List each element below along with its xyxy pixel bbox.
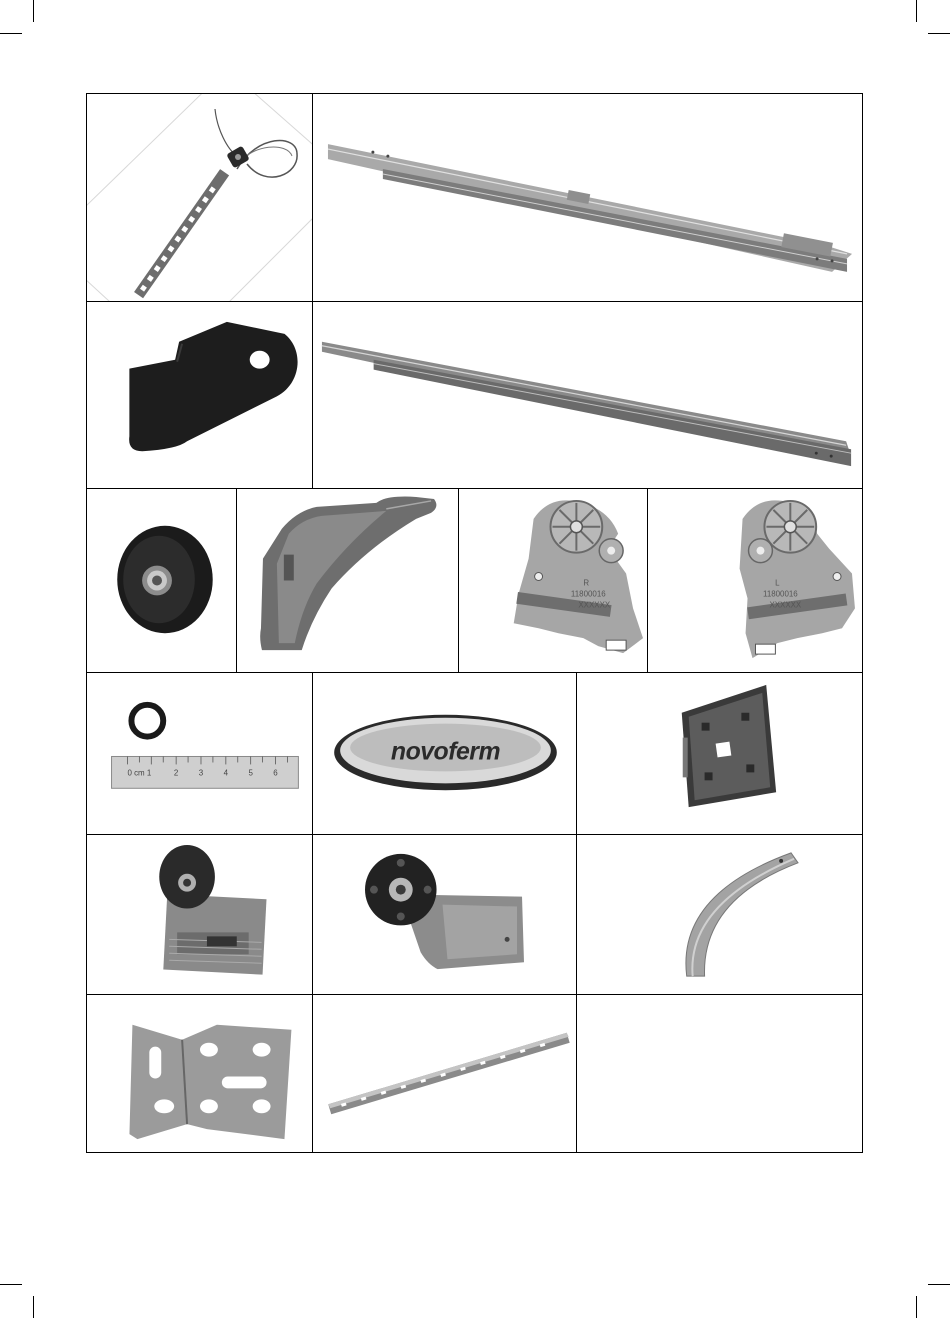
parts-row-3	[87, 488, 862, 672]
part-cell-black-lever	[87, 302, 312, 488]
crop-mark-tl-v	[33, 0, 34, 22]
ruler-tick-label: 6	[273, 768, 278, 778]
crop-mark-br-h	[928, 1284, 950, 1285]
crop-mark-tr-h	[928, 33, 950, 34]
ruler-tick-label: 3	[198, 768, 204, 778]
part-cell-angle-bracket	[87, 995, 312, 1152]
parts-row-5	[87, 834, 862, 994]
part-cell-cable-strap	[87, 94, 312, 301]
ruler-tick-label: 5	[248, 768, 253, 778]
spring-bracket-left-image	[648, 489, 862, 672]
bracket-left-side-label: L	[775, 578, 780, 588]
rail-long-1-image	[313, 94, 862, 301]
cable-strap-image	[87, 94, 312, 301]
ruler-unit-label: 0 cm 1	[127, 768, 152, 778]
parts-row-2	[87, 301, 862, 488]
ruler-tick-label: 4	[223, 768, 229, 778]
novoferm-logo-badge	[313, 673, 576, 834]
part-cell-roller-holder-upright	[87, 835, 312, 994]
part-cell-logo-badge	[312, 673, 576, 834]
hinge-plate-image	[577, 673, 862, 834]
perforated-strip-image	[313, 995, 576, 1152]
part-cell-spring-bracket-right	[458, 489, 647, 672]
part-cell-seal-ring	[87, 673, 312, 834]
bracket-left-serial-label: XXXXXX	[769, 600, 802, 610]
roller-holder-angled-image	[313, 835, 576, 994]
seal-ring-ruler-image	[87, 673, 312, 834]
bracket-right-side-label: R	[583, 578, 590, 588]
part-cell-empty	[576, 995, 862, 1152]
crop-mark-tr-v	[916, 0, 917, 22]
crop-mark-bl-h	[0, 1284, 22, 1285]
parts-row-1	[87, 94, 862, 301]
part-cell-rail-1	[312, 94, 862, 301]
curved-track-image	[577, 835, 862, 994]
rail-long-2-image	[313, 302, 862, 488]
part-cell-roller-wheel	[87, 489, 236, 672]
bracket-left-code-label: 11800016	[762, 589, 798, 599]
parts-grid	[86, 93, 863, 1153]
part-cell-curved-track	[576, 835, 862, 994]
roller-wheel-image	[87, 489, 236, 672]
part-cell-hinge-plate	[576, 673, 862, 834]
angle-bracket-image	[87, 995, 312, 1152]
part-cell-rail-2	[312, 302, 862, 488]
part-cell-perforated-strip	[312, 995, 576, 1152]
black-lever-image	[87, 302, 312, 488]
bracket-right-serial-label: XXXXXX	[578, 600, 611, 610]
crop-mark-bl-v	[33, 1296, 34, 1318]
parts-row-4	[87, 672, 862, 834]
crop-mark-tl-h	[0, 33, 22, 34]
part-cell-spring-bracket-left	[647, 489, 862, 672]
logo-text: novoferm	[390, 738, 501, 766]
part-cell-support-bracket	[236, 489, 458, 672]
support-bracket-image	[237, 489, 458, 672]
roller-holder-upright-image	[87, 835, 312, 994]
parts-row-6	[87, 994, 862, 1152]
part-cell-roller-holder-angled	[312, 835, 576, 994]
ruler-tick-label: 2	[173, 768, 179, 778]
spring-bracket-right-image	[459, 489, 647, 672]
bracket-right-code-label: 11800016	[570, 589, 606, 599]
crop-mark-br-v	[916, 1296, 917, 1318]
